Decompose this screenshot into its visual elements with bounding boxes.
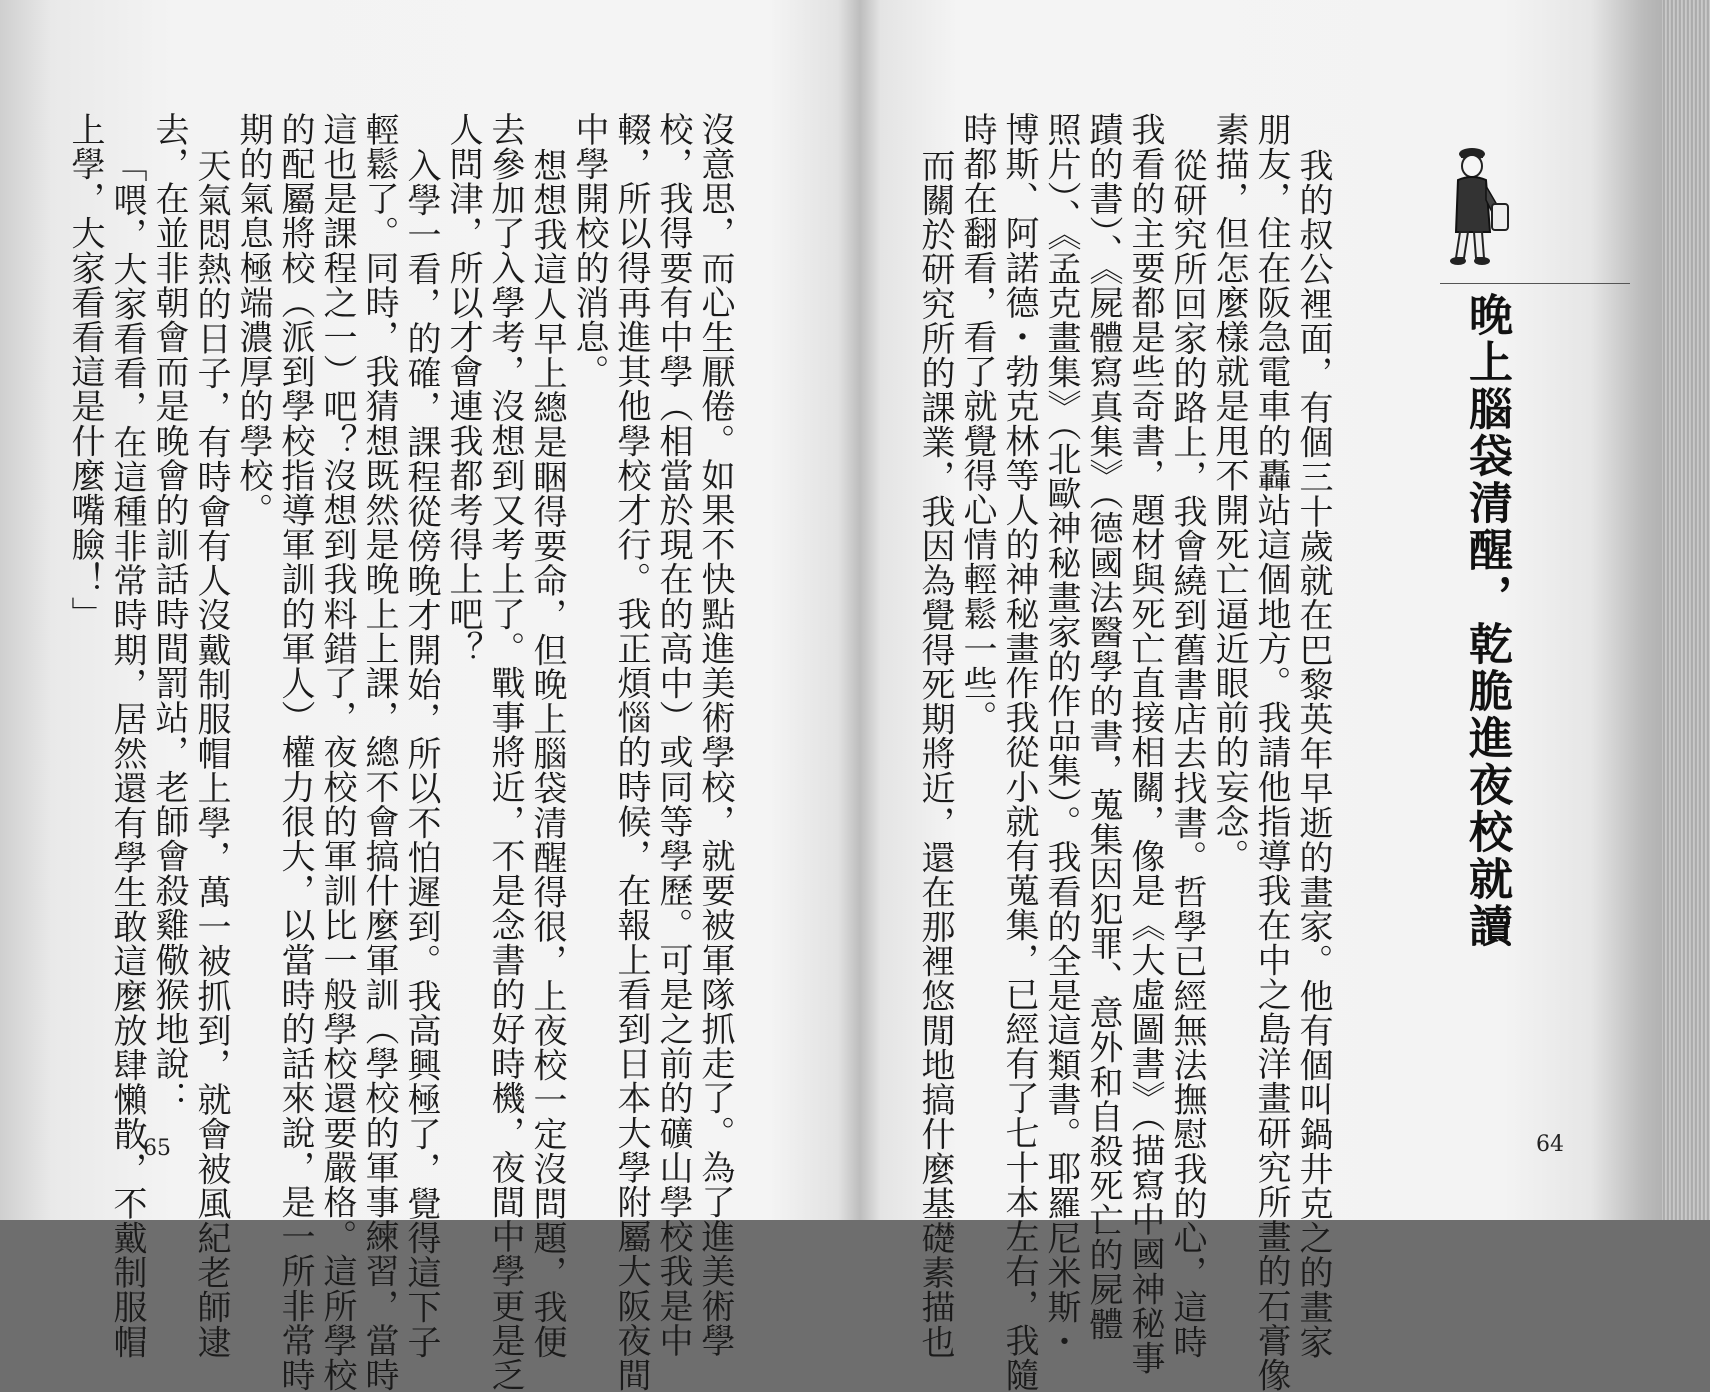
text-column: 去，在並非朝會而是晚會的訓話時間罰站，老師會殺雞儆猴地說： [149, 112, 189, 1116]
text-column: 輕鬆了。同時，我猜想既然是晚上上課，總不會搞什麼軍訓（學校的軍事練習，當時 [359, 112, 399, 1392]
page-edges [1662, 0, 1710, 1220]
text-column: 期的氣息極端濃厚的學校。 [233, 112, 273, 528]
text-column: 輟，所以得再進其他學校才行。我正煩惱的時候，在報上看到日本大學附屬大阪夜間 [611, 112, 651, 1392]
text-column: 的配屬將校（派到學校指導軍訓的軍人）權力很大，以當時的話來說，是一所非常時 [275, 112, 315, 1392]
text-column: 中學開校的消息。 [569, 112, 609, 389]
text-column: 天氣悶熱的日子，有時會有人沒戴制服帽上學，萬一被抓到，就會被風紀老師逮 [191, 148, 231, 1359]
text-column: 我的叔公裡面，有個三十歲就在巴黎英年早逝的畫家。他有個叫鍋井克之的畫家 [1293, 148, 1333, 1359]
text-column: 入學一看，的確，課程從傍晚才開始，所以不怕遲到。我高興極了，覺得這下子 [401, 148, 441, 1359]
chapter-title: 晚上腦袋清醒，乾脆進夜校就讀 [1461, 292, 1512, 950]
page-number: 65 [143, 1136, 171, 1161]
text-column: 照片）、《孟克畫集》（北歐神秘畫家的作品集）。我看的全是這類書。耶羅尼米斯・ [1041, 112, 1081, 1359]
text-column: 我看的主要都是些奇書，題材與死亡直接相關，像是《大虛圖書》（描寫中國神秘事 [1125, 112, 1165, 1376]
text-column: 上學，大家看看這是什麼嘴臉！」 [65, 112, 105, 631]
text-column: 去參加了入學考，沒想到又考上了。戰事將近，不是念書的好時機，夜間中學更是乏 [485, 112, 525, 1392]
page-number: 64 [1536, 1132, 1564, 1157]
text-column: 從研究所回家的路上，我會繞到舊書店去找書。哲學已經無法撫慰我的心，這時 [1167, 148, 1207, 1359]
text-column: 素描，但怎麼樣就是甩不開死亡逼近眼前的妄念。 [1209, 112, 1249, 874]
text-column: 校，我得要有中學（相當於現在的高中）或同等學歷。可是之前的礦山學校我是中 [653, 112, 693, 1358]
right-page [872, 0, 1662, 1392]
text-column: 沒意思，而心生厭倦。如果不快點進美術學校，就要被軍隊抓走了。為了進美術學 [695, 112, 735, 1358]
text-column: 朋友，住在阪急電車的轟站這個地方。我請他指導我在中之島洋畫研究所畫的石膏像 [1251, 112, 1291, 1392]
text-column: 蹟的書）、《屍體寫真集》（德國法醫學的書，蒐集因犯罪、意外和自殺死亡的屍體 [1083, 112, 1123, 1342]
text-column: 「喂，大家看看，在這種非常時期，居然還有學生敢這麼放肆懶散，不戴制服帽 [107, 148, 147, 1359]
text-column: 想想我這人早上總是睏得要命，但晚上腦袋清醒得很，上夜校一定沒問題，我便 [527, 148, 567, 1359]
text-column: 博斯、阿諾德・勃克林等人的神秘畫作我從小就有蒐集，已經有了七十本左右，我隨 [999, 112, 1039, 1392]
text-column: 這也是課程之一）吧？沒想到我料錯了，夜校的軍訓比一般學校還要嚴格。這所學校 [317, 112, 357, 1392]
text-column: 人問津，所以才會連我都考得上吧？ [443, 112, 483, 666]
text-column: 時都在翻看，看了就覺得心情輕鬆一些。 [957, 112, 997, 735]
text-column: 而關於研究所的課業，我因為覺得死期將近，還在那裡悠閒地搞什麼基礎素描也 [915, 148, 955, 1359]
walking-boy-illustration [1442, 140, 1522, 270]
title-rule [1440, 283, 1630, 284]
